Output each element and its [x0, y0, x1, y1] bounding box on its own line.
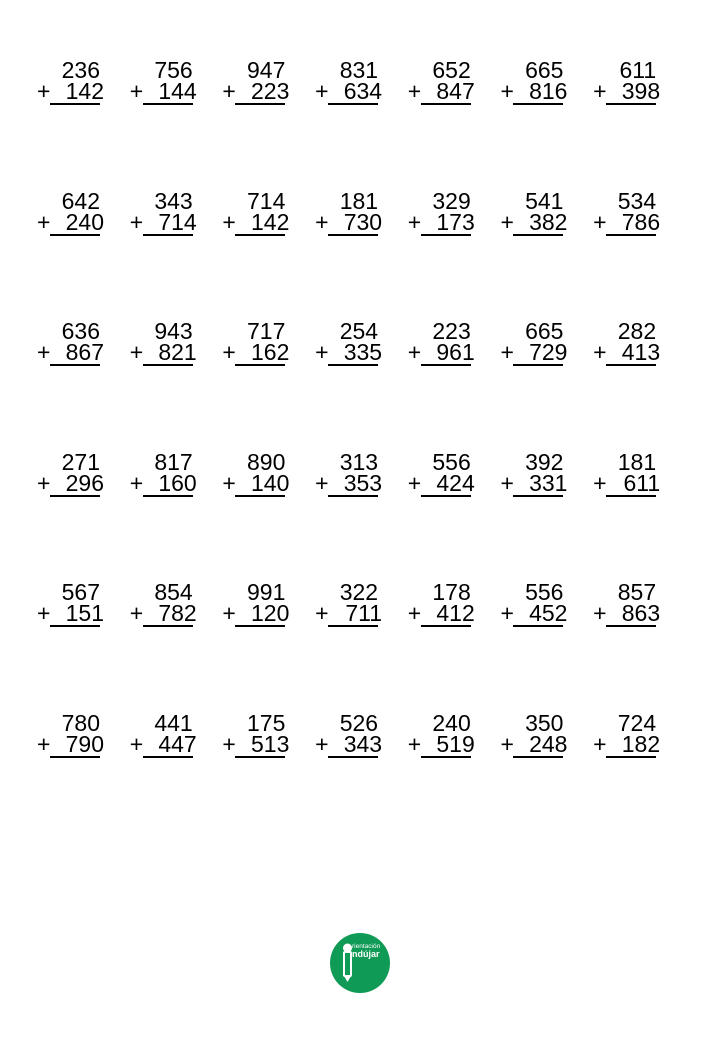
plus-sign: +	[129, 339, 144, 365]
plus-sign: +	[129, 78, 144, 104]
addend-bottom-row	[127, 600, 197, 627]
addend-bottom: 182	[621, 730, 661, 757]
addend-bottom: 382	[529, 208, 568, 235]
plus-sign: +	[222, 208, 236, 235]
plus-sign: +	[500, 78, 514, 104]
addend-top: 236	[61, 57, 100, 83]
addend-top: 717	[247, 318, 286, 344]
plus-sign: +	[407, 208, 422, 235]
sum-line	[235, 756, 285, 758]
pencil-icon	[330, 933, 390, 993]
addend-top: 181	[617, 448, 657, 475]
addend-bottom: 634	[343, 78, 383, 104]
logo-text-line1: rientación	[352, 943, 381, 950]
addend-bottom-row	[219, 78, 290, 105]
addend-bottom-row	[497, 600, 568, 627]
addend-bottom-row	[219, 600, 290, 627]
addend-top: 636	[61, 318, 100, 344]
addend-top: 831	[339, 57, 379, 83]
addend-bottom-row	[219, 469, 290, 497]
addition-problem	[497, 189, 567, 249]
sum-line	[143, 495, 193, 497]
addend-bottom: 730	[343, 208, 383, 235]
addend-bottom-row	[405, 600, 475, 627]
sum-line	[143, 756, 193, 758]
addition-problem	[497, 58, 567, 118]
addition-problem	[497, 580, 567, 640]
addend-bottom-row	[34, 469, 104, 497]
plus-sign: +	[407, 339, 422, 365]
addend-top: 556	[432, 448, 471, 475]
addend-bottom: 223	[251, 78, 290, 104]
plus-sign: +	[222, 78, 236, 104]
addition-problem	[405, 711, 475, 771]
addend-bottom-row	[497, 469, 568, 497]
sum-line	[421, 625, 471, 627]
plus-sign: +	[37, 339, 51, 365]
orientacion-andujar-logo	[330, 933, 390, 993]
sum-line	[50, 234, 100, 236]
plus-sign: +	[37, 469, 51, 496]
addend-top: 642	[61, 187, 100, 214]
addend-bottom: 821	[158, 339, 197, 365]
addend-bottom: 867	[65, 339, 104, 365]
sum-line	[235, 495, 285, 497]
addend-bottom-row	[590, 469, 661, 497]
addition-problem	[127, 58, 197, 118]
addend-bottom: 714	[158, 208, 197, 235]
addend-bottom: 296	[65, 469, 104, 496]
sum-line	[606, 364, 656, 366]
addition-problem	[219, 58, 289, 118]
plus-sign: +	[222, 469, 236, 496]
addend-bottom-row	[312, 600, 383, 627]
addend-bottom: 513	[251, 730, 290, 757]
addend-bottom: 248	[529, 730, 568, 757]
sum-line	[143, 364, 193, 366]
plus-sign: +	[315, 469, 329, 496]
addend-top: 567	[61, 579, 100, 605]
addend-top: 724	[617, 709, 657, 736]
addend-bottom: 412	[436, 600, 475, 626]
addend-bottom-row	[497, 339, 568, 366]
addend-top: 343	[154, 187, 193, 214]
addition-problem	[590, 58, 660, 118]
addend-bottom: 729	[529, 339, 568, 365]
addition-problem	[219, 711, 289, 771]
plus-sign: +	[593, 208, 607, 235]
addend-bottom: 173	[436, 208, 475, 235]
sum-line	[50, 495, 100, 497]
plus-sign: +	[500, 730, 514, 757]
addition-problem	[497, 319, 567, 379]
addend-bottom-row	[590, 208, 661, 236]
sum-line	[513, 234, 563, 236]
addition-problem	[590, 450, 660, 510]
addend-top: 611	[619, 57, 657, 83]
addend-bottom: 144	[158, 78, 197, 104]
addend-bottom: 519	[436, 730, 475, 757]
addend-bottom: 162	[251, 339, 290, 365]
plus-sign: +	[37, 730, 51, 757]
addition-problem	[34, 711, 104, 771]
plus-sign: +	[407, 600, 422, 626]
plus-sign: +	[37, 78, 51, 104]
addition-problem	[312, 58, 382, 118]
addend-bottom-row	[219, 730, 290, 758]
addition-problem	[219, 580, 289, 640]
sum-line	[328, 234, 378, 236]
addend-bottom: 142	[251, 208, 290, 235]
addend-bottom: 863	[621, 600, 661, 626]
addend-bottom: 816	[529, 78, 568, 104]
addend-top: 441	[154, 709, 193, 736]
addend-top: 322	[339, 579, 379, 605]
sum-line	[143, 234, 193, 236]
addend-bottom: 786	[621, 208, 661, 235]
addend-bottom-row	[312, 730, 383, 758]
addition-problem	[590, 319, 660, 379]
plus-sign: +	[37, 600, 51, 626]
addend-top: 714	[247, 187, 286, 214]
sum-line	[328, 103, 378, 105]
addend-bottom: 413	[621, 339, 661, 365]
sum-line	[606, 103, 656, 105]
addend-top: 947	[247, 57, 286, 83]
plus-sign: +	[315, 339, 329, 365]
addend-bottom: 353	[343, 469, 383, 496]
addition-problem	[34, 189, 104, 249]
sum-line	[513, 103, 563, 105]
addend-bottom-row	[405, 339, 475, 366]
addition-grid	[34, 58, 684, 841]
addend-bottom-row	[497, 78, 568, 105]
addend-top: 756	[154, 57, 193, 83]
addend-bottom-row	[497, 730, 568, 758]
addition-problem	[127, 450, 197, 510]
addend-top: 541	[525, 187, 564, 214]
addend-top: 350	[525, 709, 564, 736]
addend-bottom-row	[590, 730, 661, 758]
sum-line	[328, 625, 378, 627]
addend-top: 817	[154, 448, 193, 475]
addition-problem	[34, 58, 104, 118]
addition-problem	[34, 319, 104, 379]
plus-sign: +	[593, 78, 607, 104]
plus-sign: +	[129, 208, 144, 235]
addition-problem	[312, 189, 382, 249]
plus-sign: +	[129, 469, 144, 496]
addend-top: 665	[525, 318, 564, 344]
addend-top: 857	[617, 579, 657, 605]
logo-text-line2: ndújar	[352, 949, 380, 959]
addition-problem	[497, 450, 567, 510]
plus-sign: +	[129, 730, 144, 757]
plus-sign: +	[500, 208, 514, 235]
addend-top: 943	[154, 318, 193, 344]
addend-bottom: 343	[343, 730, 383, 757]
sum-line	[328, 495, 378, 497]
addend-bottom-row	[312, 469, 383, 497]
sum-line	[143, 103, 193, 105]
addend-bottom-row	[127, 78, 197, 105]
addend-bottom-row	[127, 469, 197, 497]
addend-bottom-row	[312, 78, 383, 105]
addend-bottom: 140	[251, 469, 290, 496]
addend-bottom-row	[590, 600, 661, 627]
sum-line	[235, 364, 285, 366]
addition-problem	[219, 319, 289, 379]
plus-sign: +	[222, 339, 236, 365]
addend-bottom-row	[590, 78, 661, 105]
addend-bottom-row	[127, 730, 197, 758]
plus-sign: +	[593, 730, 607, 757]
addend-top: 890	[247, 448, 286, 475]
addend-bottom-row	[312, 208, 383, 236]
sum-line	[513, 364, 563, 366]
sum-line	[50, 103, 100, 105]
sum-line	[328, 756, 378, 758]
addition-problem	[405, 450, 475, 510]
addend-top: 240	[432, 709, 471, 736]
addend-bottom: 398	[621, 78, 661, 104]
addition-problem	[312, 711, 382, 771]
addend-bottom: 240	[65, 208, 104, 235]
sum-line	[235, 103, 285, 105]
addition-problem	[590, 189, 660, 249]
addend-top: 223	[432, 318, 471, 344]
addend-bottom-row	[590, 339, 661, 366]
plus-sign: +	[129, 600, 144, 626]
addend-bottom-row	[405, 208, 475, 236]
addend-top: 392	[525, 448, 564, 475]
sum-line	[50, 364, 100, 366]
sum-line	[421, 495, 471, 497]
addend-top: 526	[339, 709, 379, 736]
addend-bottom: 611	[623, 469, 661, 496]
addend-bottom: 151	[65, 600, 104, 626]
addend-bottom: 711	[345, 600, 383, 626]
sum-line	[513, 756, 563, 758]
addend-bottom: 782	[158, 600, 197, 626]
addend-bottom: 452	[529, 600, 568, 626]
addend-bottom-row	[34, 600, 104, 627]
addend-bottom-row	[405, 469, 475, 497]
addend-bottom: 335	[343, 339, 383, 365]
plus-sign: +	[315, 78, 329, 104]
addend-bottom-row	[219, 208, 290, 236]
addend-bottom-row	[312, 339, 383, 366]
addend-bottom-row	[34, 339, 104, 366]
addend-top: 282	[617, 318, 657, 344]
addition-problem	[127, 319, 197, 379]
addend-bottom: 331	[529, 469, 568, 496]
addend-bottom-row	[34, 78, 104, 105]
addend-top: 534	[617, 187, 657, 214]
addition-problem	[127, 189, 197, 249]
sum-line	[328, 364, 378, 366]
sum-line	[50, 625, 100, 627]
addend-top: 991	[247, 579, 286, 605]
plus-sign: +	[407, 78, 422, 104]
sum-line	[513, 495, 563, 497]
addend-top: 175	[247, 709, 286, 736]
addend-bottom: 447	[158, 730, 197, 757]
sum-line	[421, 364, 471, 366]
addend-bottom-row	[497, 208, 568, 236]
addition-problem	[34, 580, 104, 640]
plus-sign: +	[222, 730, 236, 757]
plus-sign: +	[315, 730, 329, 757]
sum-line	[513, 625, 563, 627]
addend-bottom: 424	[436, 469, 475, 496]
plus-sign: +	[37, 208, 51, 235]
addition-problem	[127, 711, 197, 771]
addend-bottom: 142	[65, 78, 104, 104]
addend-top: 780	[61, 709, 100, 736]
sum-line	[606, 495, 656, 497]
sum-line	[235, 234, 285, 236]
sum-line	[50, 756, 100, 758]
addition-problem	[127, 580, 197, 640]
addition-problem	[219, 450, 289, 510]
plus-sign: +	[407, 730, 422, 757]
sum-line	[421, 103, 471, 105]
addition-problem	[34, 450, 104, 510]
addition-problem	[590, 711, 660, 771]
addend-bottom-row	[34, 208, 104, 236]
addition-problem	[312, 319, 382, 379]
plus-sign: +	[593, 600, 607, 626]
plus-sign: +	[593, 469, 607, 496]
addend-top: 652	[432, 57, 471, 83]
addend-bottom-row	[405, 730, 475, 758]
addend-bottom-row	[127, 339, 197, 366]
addend-top: 556	[525, 579, 564, 605]
addition-problem	[405, 319, 475, 379]
plus-sign: +	[593, 339, 607, 365]
sum-line	[421, 756, 471, 758]
addition-problem	[405, 58, 475, 118]
addition-problem	[405, 580, 475, 640]
addend-bottom: 160	[158, 469, 197, 496]
addend-bottom-row	[127, 208, 197, 236]
plus-sign: +	[315, 208, 329, 235]
addend-top: 665	[525, 57, 564, 83]
addition-problem	[312, 580, 382, 640]
plus-sign: +	[500, 469, 514, 496]
plus-sign: +	[500, 339, 514, 365]
addend-bottom-row	[219, 339, 290, 366]
addend-bottom-row	[34, 730, 104, 758]
addition-problem	[405, 189, 475, 249]
addend-top: 271	[61, 448, 100, 475]
addition-problem	[590, 580, 660, 640]
addend-bottom-row	[405, 78, 475, 105]
addend-top: 329	[432, 187, 471, 214]
plus-sign: +	[500, 600, 514, 626]
sum-line	[421, 234, 471, 236]
plus-sign: +	[222, 600, 236, 626]
addend-bottom: 790	[65, 730, 104, 757]
sum-line	[606, 756, 656, 758]
sum-line	[606, 234, 656, 236]
plus-sign: +	[407, 469, 422, 496]
addition-problem	[497, 711, 567, 771]
sum-line	[235, 625, 285, 627]
plus-sign: +	[315, 600, 329, 626]
addend-bottom: 847	[436, 78, 475, 104]
addend-top: 313	[339, 448, 379, 475]
addend-top: 254	[339, 318, 379, 344]
addend-bottom: 961	[436, 339, 475, 365]
addend-bottom: 120	[251, 600, 290, 626]
addend-top: 181	[339, 187, 379, 214]
addition-problem	[219, 189, 289, 249]
addition-problem	[312, 450, 382, 510]
addend-top: 854	[154, 579, 193, 605]
sum-line	[143, 625, 193, 627]
addend-top: 178	[432, 579, 471, 605]
sum-line	[606, 625, 656, 627]
